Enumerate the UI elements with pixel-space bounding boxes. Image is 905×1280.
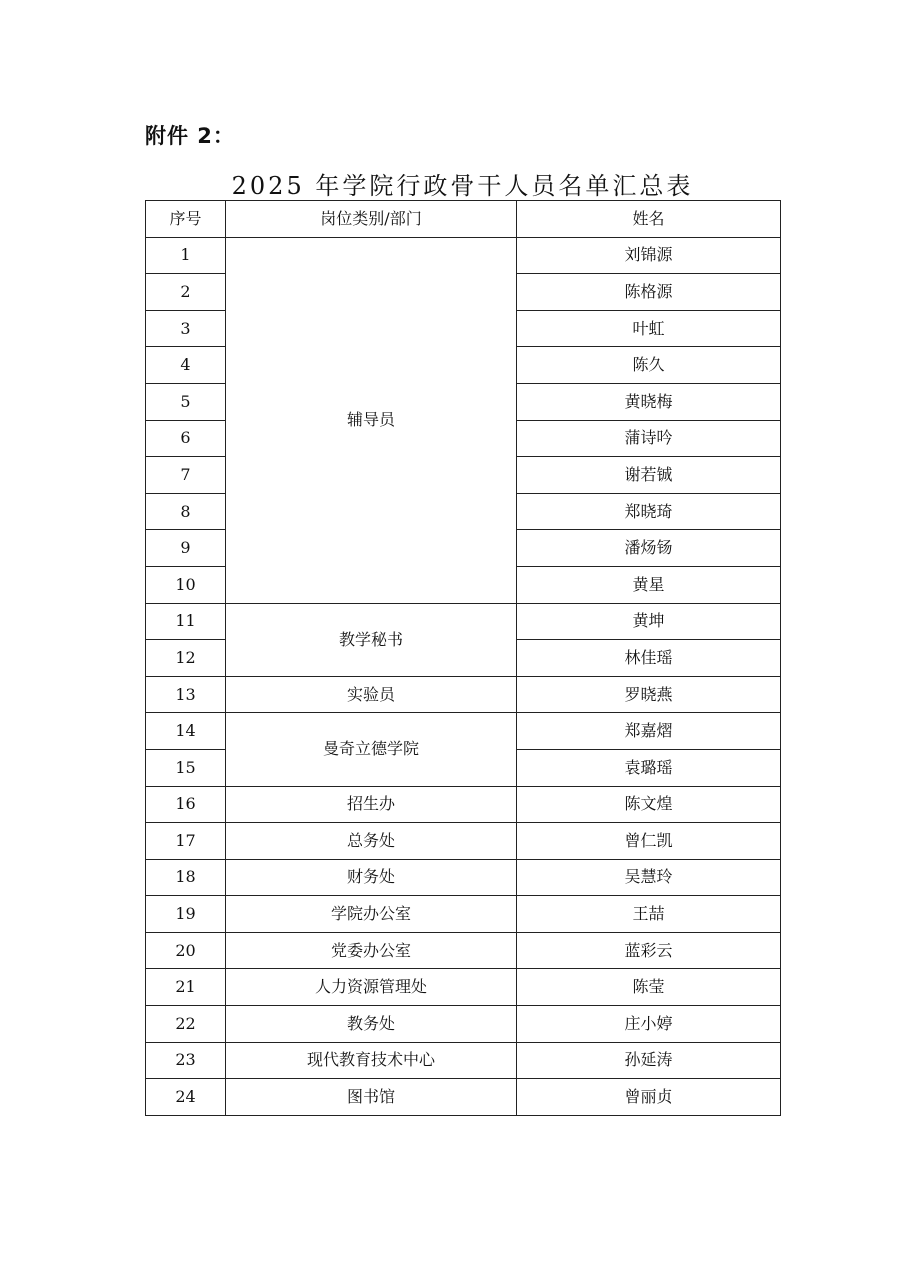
person-name-cell: 陈文煌 [517,786,781,823]
serial-number-cell: 2 [146,274,226,311]
header-department: 岗位类别/部门 [226,201,517,238]
table-row [146,1006,781,1043]
person-name-cell: 黄星 [517,566,781,603]
serial-number-cell: 12 [146,640,226,677]
attachment-label: 附件 2： [145,124,235,148]
serial-number-cell: 16 [146,786,226,823]
department-cell: 图书馆 [226,1079,517,1116]
person-name-cell: 吴慧玲 [517,859,781,896]
person-name-cell: 曾仁凯 [517,823,781,860]
person-name-cell: 郑嘉熠 [517,713,781,750]
document-title: 2025 年学院行政骨干人员名单汇总表 [231,172,694,200]
person-name-cell: 黄晓梅 [517,383,781,420]
person-name-cell: 谢若铖 [517,457,781,494]
person-name-cell: 曾丽贞 [517,1079,781,1116]
serial-number-cell: 13 [146,676,226,713]
person-name-cell: 黄坤 [517,603,781,640]
serial-number-cell: 23 [146,1042,226,1079]
table-row [146,1042,781,1079]
table-row [146,603,781,640]
person-name-cell: 潘炀钖 [517,530,781,567]
table-row [146,859,781,896]
table-row [146,786,781,823]
serial-number-cell: 4 [146,347,226,384]
serial-number-cell: 1 [146,237,226,274]
serial-number-cell: 19 [146,896,226,933]
serial-number-cell: 20 [146,932,226,969]
person-name-cell: 袁璐瑶 [517,749,781,786]
department-cell: 党委办公室 [226,932,517,969]
person-name-cell: 王喆 [517,896,781,933]
header-serial-number: 序号 [146,201,226,238]
serial-number-cell: 3 [146,310,226,347]
department-cell: 人力资源管理处 [226,969,517,1006]
person-name-cell: 刘锦源 [517,237,781,274]
serial-number-cell: 5 [146,383,226,420]
serial-number-cell: 18 [146,859,226,896]
person-name-cell: 罗晓燕 [517,676,781,713]
person-name-cell: 陈莹 [517,969,781,1006]
department-cell: 实验员 [226,676,517,713]
serial-number-cell: 9 [146,530,226,567]
department-cell: 财务处 [226,859,517,896]
serial-number-cell: 17 [146,823,226,860]
person-name-cell: 陈久 [517,347,781,384]
table-body [146,237,781,1115]
serial-number-cell: 21 [146,969,226,1006]
serial-number-cell: 8 [146,493,226,530]
table-row [146,713,781,750]
person-name-cell: 蒲诗吟 [517,420,781,457]
serial-number-cell: 11 [146,603,226,640]
person-name-cell: 陈格源 [517,274,781,311]
person-name-cell: 蓝彩云 [517,932,781,969]
person-name-cell: 叶虹 [517,310,781,347]
department-cell: 总务处 [226,823,517,860]
department-cell: 教务处 [226,1006,517,1043]
department-cell: 教学秘书 [226,603,517,676]
department-cell: 招生办 [226,786,517,823]
serial-number-cell: 14 [146,713,226,750]
person-name-cell: 孙延涛 [517,1042,781,1079]
table-row [146,237,781,274]
table-row [146,823,781,860]
serial-number-cell: 24 [146,1079,226,1116]
table-row [146,932,781,969]
table-header-row [146,201,781,238]
serial-number-cell: 15 [146,749,226,786]
table-row [146,969,781,1006]
serial-number-cell: 6 [146,420,226,457]
serial-number-cell: 7 [146,457,226,494]
header-name: 姓名 [517,201,781,238]
person-name-cell: 郑晓琦 [517,493,781,530]
department-cell: 曼奇立德学院 [226,713,517,786]
table-row [146,676,781,713]
serial-number-cell: 22 [146,1006,226,1043]
table-row [146,896,781,933]
department-cell: 辅导员 [226,237,517,603]
table-row [146,1079,781,1116]
person-name-cell: 庄小婷 [517,1006,781,1043]
person-name-cell: 林佳瑶 [517,640,781,677]
serial-number-cell: 10 [146,566,226,603]
staff-roster-table [145,200,781,1116]
department-cell: 学院办公室 [226,896,517,933]
department-cell: 现代教育技术中心 [226,1042,517,1079]
